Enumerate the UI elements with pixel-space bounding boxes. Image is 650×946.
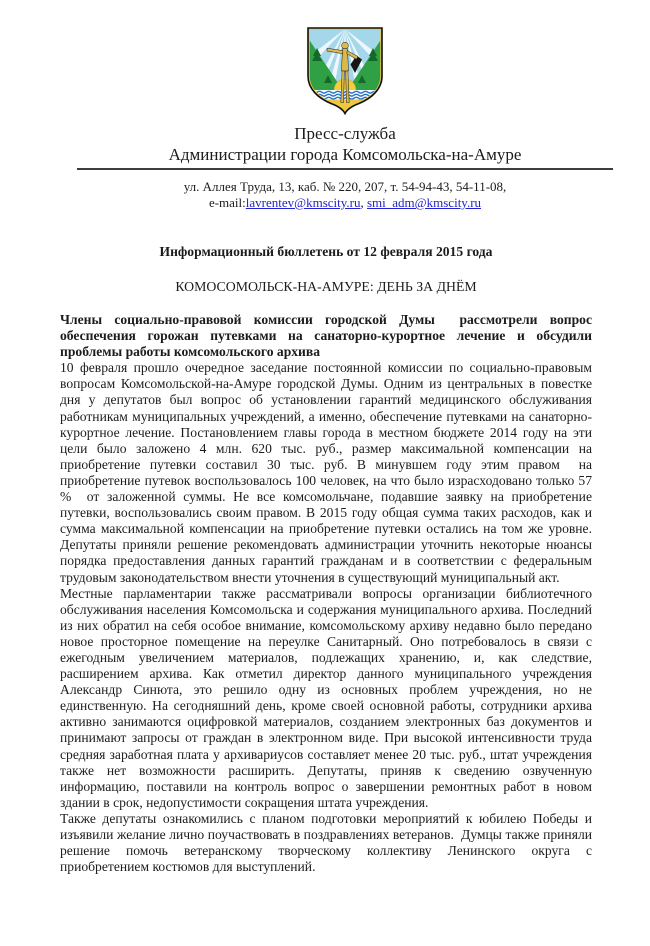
city-coat-of-arms-icon [304,26,386,116]
contact-block [77,179,613,211]
bulletin-title: Информационный бюллетень от 12 февраля 2015 года [159,244,493,259]
email-line [77,195,613,211]
email-link-2[interactable]: smi_adm@kmscity.ru [367,195,482,210]
organization-name [77,123,613,165]
article-paragraph-3: Также депутаты ознакомились с планом подготовки мероприятий к юбилею Победы и изъявили желание лично поучаствовать в поздравлениях ветеранов. Думцы также приняли решение помочь ветеранскому творческому коллективу Ленинского округа с приобретением костюмов для выступлений. [60,810,596,875]
article-paragraph-1: 10 февраля прошло очередное заседание постоянной комиссии по социально-правовым вопросам Комсомольской-на-Амуре городской Думы. Одним из центральных в повестке дня у депутатов был вопрос об установлении гарантий медицинского обслуживания работникам муниципальных учреждений, а именно, обеспечение путевками на санаторно-курортное лечение. Постановлением главы города в местном бюджете 2014 году на эти цели было заложено 4 млн. 620 тыс. руб., размер максимальной компенсации на приобретение путевки составил 30 тыс. руб. В минувшем году этим правом на приобретение путевок воспользовалось 100 человек, на что было израсходовано только 57 % от заложенной суммы. Не все комсомольчане, подавшие заявку на приобретение путевки, воспользовались своим правом. В 2015 году общая сумма таких расходов, как и сумма максимальной компенсации на приобретение путевки остались на том же уровне. Депутаты приняли решение рекомендовать администрации уточнить некоторые нюансы порядка предоставления данных гарантий гражданам и в соответствии с федеральным трудовым законодательством внести уточнения в существующий муниципальный акт. [60,360,596,585]
document-body [60,244,596,875]
email-separator: , [360,195,367,210]
org-line-1: Пресс-служба [294,124,396,143]
press-release-document [0,26,650,946]
org-line-2: Администрации города Комсомольска-на-Амуре [168,145,522,164]
email-link-1[interactable]: lavrentev@kmscity.ru [245,195,361,210]
bulletin-dateline: КОМОСОМОЛЬСК-НА-АМУРЕ: ДЕНЬ ЗА ДНЁМ [175,279,477,294]
letterhead [77,26,613,211]
email-label: e-mail: [208,195,246,210]
article-paragraph-2: Местные парламентарии также рассматривали вопросы организации библиотечного обслуживания населения Комсомольска и содержания муниципального архива. Последний из них обратил на себя особое внимание, комсомольскому архиву недавно было передано новое просторное помещение на переулке Санитарный. Оно потребовалось в связи с ежегодным увеличением материалов, подлежащих хранению, и, как следствие, расширением архива. Как отметил директор данного муниципального учреждения Александр Синюта, это решило одну из основных проблем учреждения, но не единственную. На сегодняшний день, кроме своей основной работы, сотрудники архива активно занимаются оцифровкой материалов, созданием электронных баз документов и принимают запросы от граждан в электронном виде. При высокой интенсивности труда средняя заработная плата у архивариусов составляет менее 20 тыс. руб., штат учреждения также нет возможности расширить. Депутаты, приняв к сведению озвученную информацию, поставили на контроль вопрос о завершении ремонтных работ в новом здании в срок, недопустимости сокращения штата учреждения. [60,585,596,810]
address-line: ул. Аллея Труда, 13, каб. № 220, 207, т. 54-94-43, 54-11-08, [183,179,507,194]
article-headline: Члены социально-правовой комиссии городской Думы рассмотрели вопрос обеспечения горожан путевками на санаторно-курортное лечение и обсудили проблемы работы комсомольского архива [60,312,596,360]
emblem-container [77,26,613,116]
letterhead-divider [77,168,613,170]
article [60,312,596,875]
